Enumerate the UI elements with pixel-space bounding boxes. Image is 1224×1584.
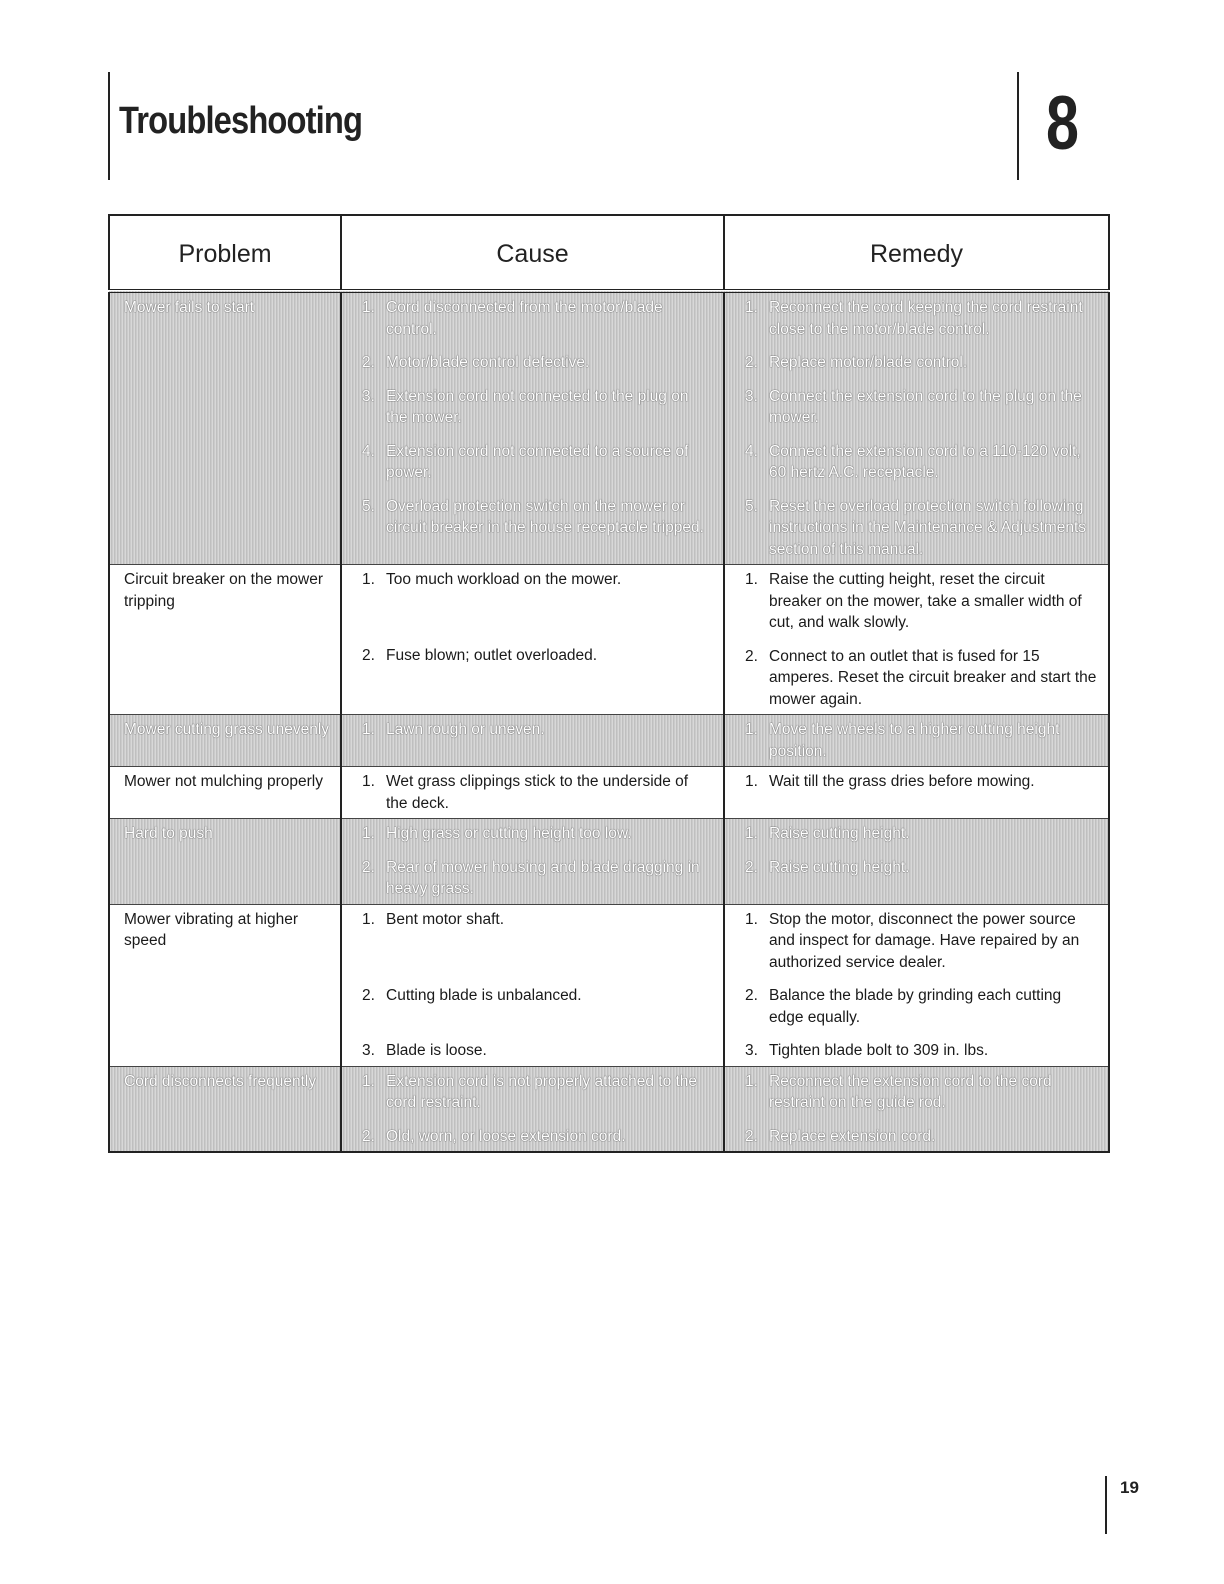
list-item: 5. Reset the overload protection switch following instructions in the Maintenance & Adjustments section of this manual. — [745, 497, 1087, 558]
remedy-cell — [724, 715, 1109, 767]
problem-text: Cord disconnects frequently — [124, 1072, 317, 1090]
list-item: 1. High grass or cutting height too low. — [362, 825, 632, 842]
chapter-number: 8 — [1046, 81, 1079, 166]
list-item: 1. Cord disconnected from the motor/blade control. — [362, 299, 663, 338]
remedy-list — [739, 909, 1098, 1062]
problem-text: Mower cutting grass unevenly — [124, 721, 330, 738]
problem-cell — [109, 715, 341, 767]
cause-list — [356, 297, 713, 539]
list-item: 2. Raise cutting height. — [745, 858, 910, 876]
chapter-rule — [1017, 72, 1019, 180]
problem-cell — [109, 291, 341, 565]
remedy-cell — [724, 565, 1109, 715]
page-title: Troubleshooting — [119, 100, 363, 142]
table-row — [109, 291, 1109, 565]
list-item: 3. Blade is loose. — [362, 1041, 487, 1059]
table-header-row — [109, 215, 1109, 291]
problem-text: Hard to push — [124, 825, 213, 842]
list-item: 4. Extension cord not connected to a source of power. — [362, 442, 689, 481]
title-rule-left — [108, 72, 110, 180]
remedy-list — [739, 569, 1098, 710]
cause-cell — [341, 904, 724, 1066]
cause-cell — [341, 819, 724, 905]
cause-cell — [341, 767, 724, 819]
list-item: 3. Tighten blade bolt to 309 in. lbs. — [745, 1042, 989, 1059]
list-item: 4. Connect the extension cord to a 110-120 volt, 60 hertz A.C. receptacle. — [745, 442, 1081, 481]
list-item: 1. Extension cord is not properly attached to the cord restraint. — [362, 1072, 698, 1111]
cause-list — [356, 1071, 713, 1148]
cause-cell — [341, 565, 724, 715]
problem-cell — [109, 904, 341, 1066]
header-problem: Problem — [109, 215, 341, 291]
list-item: 1. Move the wheels to a higher cutting height position. — [745, 721, 1060, 760]
header-remedy: Remedy — [724, 215, 1109, 291]
list-item: 2. Old, worn, or loose extension cord. — [362, 1127, 626, 1145]
cause-cell — [341, 1066, 724, 1152]
list-item: 2. Motor/blade control defective. — [362, 354, 590, 371]
remedy-cell — [724, 291, 1109, 565]
cause-list — [356, 823, 713, 900]
problem-cell — [109, 1066, 341, 1152]
cause-list — [356, 909, 713, 1062]
table-row — [109, 1066, 1109, 1152]
list-item: 1. Wet grass clippings stick to the underside of the deck. — [362, 773, 689, 812]
list-item: 3. Connect the extension cord to the plug on the mower. — [745, 387, 1082, 426]
remedy-cell — [724, 1066, 1109, 1152]
table-row — [109, 565, 1109, 715]
table-row — [109, 819, 1109, 905]
remedy-list — [739, 297, 1098, 560]
cause-list — [356, 569, 713, 667]
problem-text: Mower not mulching properly — [124, 773, 324, 790]
page-number: 19 — [1120, 1478, 1139, 1497]
problem-cell — [109, 767, 341, 819]
remedy-cell — [724, 767, 1109, 819]
list-item: 2. Replace motor/blade control. — [745, 354, 968, 371]
list-item: 2. Rear of mower housing and blade dragging in heavy grass. — [362, 858, 700, 897]
remedy-cell — [724, 819, 1109, 905]
list-item: 1. Too much workload on the mower. — [362, 571, 622, 588]
remedy-list — [739, 1071, 1098, 1148]
remedy-list — [739, 823, 1098, 878]
list-item: 3. Extension cord not connected to the plug on the mower. — [362, 387, 689, 426]
header-cause: Cause — [341, 215, 724, 291]
list-item: 2. Balance the blade by grinding each cutting edge equally. — [745, 987, 1062, 1026]
list-item: 1. Bent motor shaft. — [362, 910, 505, 928]
cause-list — [356, 771, 713, 814]
list-item: 2. Cutting blade is unbalanced. — [362, 986, 582, 1004]
troubleshooting-table — [108, 214, 1110, 1153]
problem-cell — [109, 565, 341, 715]
remedy-list — [739, 719, 1098, 762]
list-item: 1. Reconnect the cord keeping the cord restraint close to the motor/blade control. — [745, 299, 1083, 338]
problem-cell — [109, 819, 341, 905]
list-item: 1. Stop the motor, disconnect the power source and inspect for damage. Have repaired by an authorized service dealer. — [745, 910, 1080, 971]
remedy-cell — [724, 904, 1109, 1066]
list-item: 1. Reconnect the extension cord to the cord restraint on the guide rod. — [745, 1072, 1052, 1111]
remedy-list — [739, 771, 1098, 793]
problem-text: Mower vibrating at higher speed — [124, 910, 299, 949]
list-item: 1. Raise cutting height. — [745, 825, 910, 842]
list-item: 1. Lawn rough or uneven. — [362, 721, 545, 738]
cause-cell — [341, 291, 724, 565]
page-number-rule — [1105, 1476, 1107, 1534]
list-item: 1. Wait till the grass dries before mowing. — [745, 773, 1035, 790]
cause-list — [356, 719, 713, 741]
list-item: 2. Connect to an outlet that is fused for 15 amperes. Reset the circuit breaker and start the mower again. — [745, 647, 1097, 708]
table-row — [109, 767, 1109, 819]
problem-text: Mower fails to start — [124, 299, 255, 316]
list-item: 2. Fuse blown; outlet overloaded. — [362, 647, 598, 664]
list-item: 5. Overload protection switch on the mower or circuit breaker in the house receptacle tripped. — [362, 497, 704, 536]
table-row — [109, 904, 1109, 1066]
list-item: 2. Replace extension cord. — [745, 1127, 936, 1145]
cause-cell — [341, 715, 724, 767]
problem-text: Circuit breaker on the mower tripping — [124, 571, 323, 610]
list-item: 1. Raise the cutting height, reset the circuit breaker on the mower, take a smaller width of cut, and walk slowly. — [745, 571, 1082, 631]
table-row — [109, 715, 1109, 767]
